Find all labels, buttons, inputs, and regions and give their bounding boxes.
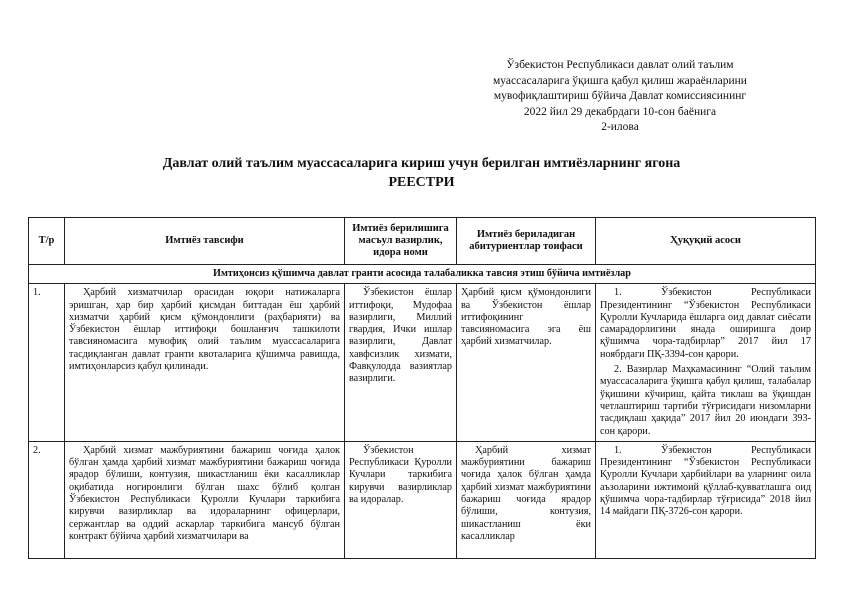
header-line: мувофиқлаштириш бўйича Давлат комиссиясининг: [493, 90, 747, 102]
legal-basis: [596, 284, 816, 442]
appendix-number: 2-илова: [601, 121, 639, 133]
table-row: [29, 441, 816, 558]
section-title: Имтиҳонсиз қўшимча давлат гранти асосида талабаликка тавсия этиш бўйича имтиёзлар: [29, 265, 816, 284]
header-line: Ўзбекистон Республикаси давлат олий таълим: [506, 59, 734, 71]
header-line: муассасаларига ўқишга қабул қилиш жараёнларини: [493, 74, 747, 87]
legal-basis: [596, 441, 816, 558]
column-header-legal: Ҳуқуқий асоси: [596, 218, 816, 265]
header-line: 2022 йил 29 декабрдаги 10-сон баёнига: [523, 105, 717, 118]
benefit-description: Ҳарбий хизматчилар орасидан юқори натижаларга эришган, ҳар бир ҳарбий қисмдан биттадан ёш ҳарбий хизматчи ҳарбий қисм қўмондонлиги (раҳбарияти) ва Ўзбекистон ёшлар иттифоқи бошланғич ташкилоти тавсияномасига мувофиқ олий таълим муассасаларига тасдиқланган давлат гранти квоталарига қўшимча равишда, имтиҳонларсиз қабул қилинади.: [65, 284, 345, 442]
column-header-description: Имтиёз тавсифи: [65, 218, 345, 265]
column-header-category: Имтиёз бериладиган абитуриентлар тоифаси: [457, 218, 596, 265]
row-number: 1.: [29, 284, 65, 442]
responsible-ministry: Ўзбекистон ёшлар иттифоқи, Мудофаа вазирлиги, Миллий гвардия, Ички ишлар вазирлиги, Давлат хавфсизлик хизмати, Фавқулодда вазиятлар вазирлиги.: [345, 284, 457, 442]
title-line-2: РЕЕСТРИ: [388, 175, 455, 190]
responsible-ministry: Ўзбекистон Республикаси Қуролли Кучлари таркибига кирувчи вазирликлар ва идоралар.: [345, 441, 457, 558]
row-number: 2.: [29, 441, 65, 558]
legal-basis-item: 1. Ўзбекистон Республикаси Президентининг “Ўзбекистон Республикаси Қуролли Кучлари ҳарбийлари ва уларнинг оила аъзоларини ижтимоий қўллаб-қувватлашга оид қўшимча чора-тадбирлар тўғрисида” 2018 йил 14 майдаги ПҚ-3726-сон қарори.: [600, 444, 811, 518]
title-line-1: Давлат олий таълим муассасаларига кириш учун берилган имтиёзларнинг ягона: [162, 156, 681, 171]
legal-basis-item: 1. Ўзбекистон Республикаси Президентининг “Ўзбекистон Республикаси Қуролли Кучларида ёшларга оид давлат сиёсати самарадорлигини янада оширишга доир қўшимча чора-тадбирлар” 2017 йил 17 ноябрдаги ПҚ-3394-сон қарори.: [600, 287, 811, 360]
table-header-row: [29, 218, 816, 265]
document-title: [60, 154, 783, 192]
applicant-category: Ҳарбий хизмат мажбуриятини бажариш чоғида ҳалок бўлган ҳамда ҳарбий хизмат мажбуриятини бажариш чоғида ярадор бўлиши, контузия, шикастланиш ёки касалликлар: [457, 441, 596, 558]
column-header-ministry: Имтиёз берилишига масъул вазирлик, идора номи: [345, 218, 457, 265]
approval-header: [470, 58, 770, 136]
section-row: [29, 265, 816, 284]
applicant-category: Ҳарбий қисм қўмондонлиги ва Ўзбекистон ёшлар иттифоқининг тавсияномасига эга ёш ҳарбий хизматчилар.: [457, 284, 596, 442]
benefit-description: Ҳарбий хизмат мажбуриятини бажариш чоғида ҳалок бўлган ҳамда ҳарбий хизмат мажбуриятини бажариш чоғида ярадор бўлиши, контузия, шикастланиш ёки касалликлар оқибатида ногиронлиги бўлган шахс бўлиб қолган Ўзбекистон Республикаси Қуролли Кучлари таркибига кирувчи вазирликлар ва идораларнинг офицерлари, сержантлар ва оддий аскарлар таркибига мансуб бўлган контракт бўйича ҳарбий хизматчилари ва: [65, 441, 345, 558]
registry-table: [28, 217, 816, 559]
column-header-num: Т/р: [29, 218, 65, 265]
legal-basis-item: 2. Вазирлар Маҳкамасининг “Олий таълим муассасаларига ўқишга қабул қилиш, талабалар ўқишини кўчириш, қайта тиклаш ва ўқишдан четлаштириш тартиби тўғрисидаги низомларни тасдиқлаш ҳақида” 2017 йил 20 июндаги 393-сон қарори.: [600, 364, 811, 437]
table-row: [29, 284, 816, 442]
